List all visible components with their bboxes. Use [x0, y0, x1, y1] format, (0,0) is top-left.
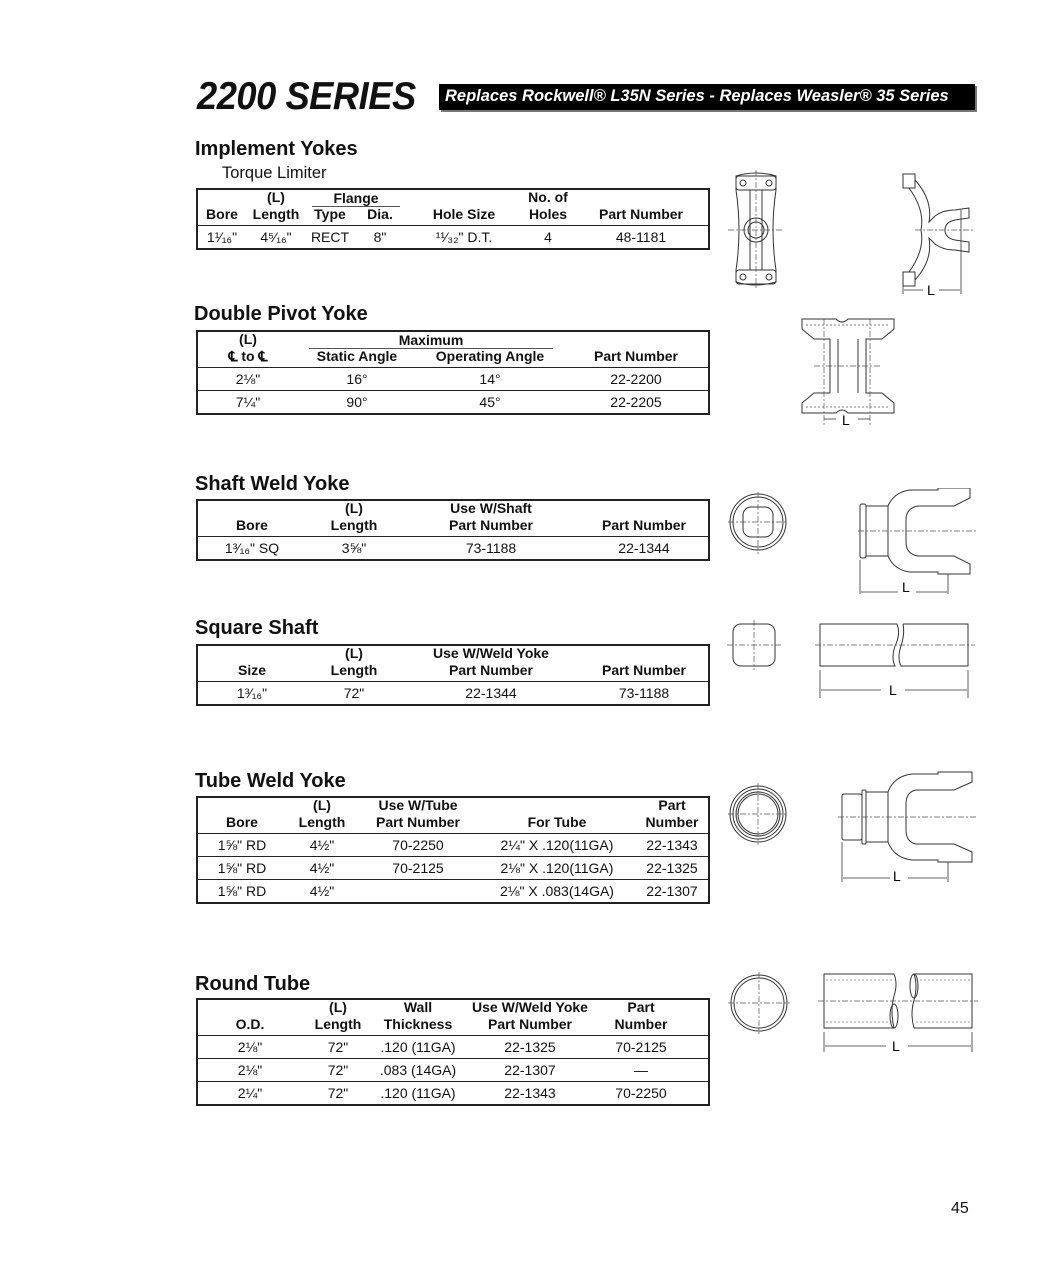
cell-od: 2⅛" [197, 1036, 302, 1059]
header-length: Length [298, 814, 346, 830]
cell-use-with: 22-1325 [462, 1036, 598, 1059]
cell-bore: 1⅝" RD [197, 857, 286, 880]
cell-bore: 1⅝" RD [197, 880, 286, 904]
header-use-w-shaft: Use W/Shaft [450, 500, 532, 516]
header-hole-size: Hole Size [432, 206, 496, 222]
round-tube-side-view-figure [818, 970, 978, 1055]
round-tube-end-view-figure [728, 972, 790, 1034]
cell-use-with: 70-2125 [358, 857, 478, 880]
header-no-of: No. of [528, 189, 568, 205]
cell-for-tube: 2¼" X .120(11GA) [478, 834, 636, 857]
square-shaft-side-view-figure [815, 618, 975, 700]
table-row [197, 857, 709, 880]
cell-length: 3⅝" [306, 537, 402, 561]
table-row [197, 682, 709, 706]
header-number: Number [645, 814, 699, 830]
implement-yoke-end-view-figure [728, 170, 784, 290]
cell-bore: 1³⁄₁₆" SQ [197, 537, 306, 561]
header-thickness: Thickness [383, 1016, 453, 1032]
header-use-w-weld-yoke: Use W/Weld Yoke [433, 645, 549, 661]
table-row [197, 368, 709, 391]
double-pivot-yoke-figure [798, 315, 898, 430]
dimension-label-l: L [889, 682, 897, 698]
cell-part-number: — [598, 1059, 684, 1082]
cell-dia: 8" [354, 226, 406, 250]
tube-weld-yoke-side-view-figure [838, 770, 978, 885]
cell-use-with: 22-1343 [462, 1082, 598, 1106]
header-type: Type [314, 206, 346, 222]
cell-part-number: 22-2205 [564, 391, 709, 415]
cell-part-number: 70-2125 [598, 1036, 684, 1059]
section-title-square-shaft: Square Shaft [195, 617, 319, 639]
cell-part-number: 22-1343 [636, 834, 709, 857]
cell-static-angle: 90° [298, 391, 416, 415]
header-length: Length [330, 662, 378, 678]
header-l: (L) [239, 331, 257, 347]
section-title-tube-weld-yoke: Tube Weld Yoke [195, 770, 346, 792]
table-row [197, 391, 709, 415]
cell-bore: 1⅝" RD [197, 834, 286, 857]
cell-part-number: 48-1181 [574, 226, 709, 250]
header-holes: Holes [528, 206, 568, 222]
header-size: Size [237, 662, 266, 678]
cell-wall-thickness: .120 (11GA) [374, 1036, 462, 1059]
header-use-with-part-number: Part Number [448, 662, 534, 678]
section-title-double-pivot-yoke: Double Pivot Yoke [194, 303, 368, 325]
square-shaft-end-view-figure [727, 620, 782, 670]
implement-yoke-side-view-figure [895, 170, 975, 298]
header-number: Number [614, 1016, 668, 1032]
cell-type: RECT [306, 226, 354, 250]
dimension-label-l: L [927, 282, 935, 298]
cell-wall-thickness: .083 (14GA) [374, 1059, 462, 1082]
header-dia: Dia. [367, 206, 393, 222]
header-operating-angle: Operating Angle [435, 348, 545, 364]
header-length: Length [314, 1016, 362, 1032]
section-title-implement-yokes: Implement Yokes [195, 138, 358, 160]
header-use-w-tube: Use W/Tube [378, 797, 458, 813]
header-part-number: Part Number [593, 348, 679, 364]
header-use-w-weld-yoke: Use W/Weld Yoke [472, 999, 588, 1015]
cell-size: 1³⁄₁₆" [197, 682, 306, 706]
cell-wall-thickness: .120 (11GA) [374, 1082, 462, 1106]
cell-od: 2¼" [197, 1082, 302, 1106]
shaft-weld-yoke-table [196, 499, 710, 561]
series-banner: Replaces Rockwell® L35N Series - Replaces Weasler® 35 Series [439, 84, 975, 110]
cell-operating-angle: 14° [416, 368, 564, 391]
cell-length: 4½" [286, 834, 358, 857]
table-row [197, 1082, 709, 1106]
dimension-label-l: L [902, 579, 910, 595]
header-part-number: Part Number [598, 206, 684, 222]
header-part: Part [658, 797, 686, 813]
cell-length: 4⁵⁄₁₆" [246, 226, 306, 250]
cell-part-number: 22-2200 [564, 368, 709, 391]
dimension-label-l: L [842, 412, 850, 428]
header-part-number: Part Number [601, 662, 687, 678]
section-subtitle-torque-limiter: Torque Limiter [222, 164, 327, 182]
table-row [197, 537, 709, 561]
cell-length: 72" [302, 1059, 374, 1082]
header-wall: Wall [403, 999, 433, 1015]
header-length: Length [330, 517, 378, 533]
section-title-round-tube: Round Tube [195, 973, 311, 995]
series-title: 2200 SERIES [197, 75, 416, 118]
header-bore: Bore [236, 517, 268, 533]
cell-for-tube: 2⅛" X .120(11GA) [478, 857, 636, 880]
table-row [197, 834, 709, 857]
cell-use-with: 22-1307 [462, 1059, 598, 1082]
cell-use-with: 73-1188 [402, 537, 580, 561]
header-bore: Bore [206, 206, 238, 222]
cell-operating-angle: 45° [416, 391, 564, 415]
cell-length: 4½" [286, 880, 358, 904]
cell-for-tube: 2⅛" X .083(14GA) [478, 880, 636, 904]
cell-part-number: 73-1188 [580, 682, 709, 706]
round-tube-table [196, 998, 710, 1106]
header-bore: Bore [226, 814, 258, 830]
cell-use-with [358, 880, 478, 904]
tube-weld-yoke-end-view-figure [728, 783, 788, 845]
dimension-label-l: L [893, 868, 901, 884]
shaft-weld-yoke-side-view-figure [858, 488, 978, 596]
section-title-shaft-weld-yoke: Shaft Weld Yoke [195, 473, 350, 495]
cell-length: 4½" [286, 857, 358, 880]
cell-length: 72" [302, 1082, 374, 1106]
cell-bore: 1¹⁄₁₆" [197, 226, 246, 250]
header-cl-to-cl: ℄ to ℄ [228, 348, 268, 364]
header-flange: Flange [312, 191, 400, 207]
cell-l: 7¼" [197, 391, 298, 415]
cell-part-number: 22-1307 [636, 880, 709, 904]
table-row [197, 1036, 709, 1059]
cell-part-number: 70-2250 [598, 1082, 684, 1106]
shaft-weld-yoke-end-view-figure [728, 490, 788, 560]
header-l: (L) [329, 999, 347, 1015]
cell-length: 72" [302, 1036, 374, 1059]
tube-weld-yoke-table [196, 796, 710, 904]
table-row [197, 880, 709, 904]
cell-hole-size: ¹¹⁄₃₂" D.T. [406, 226, 522, 250]
implement-yokes-table [196, 188, 710, 250]
header-length: Length [252, 206, 300, 222]
table-row [197, 1059, 709, 1082]
double-pivot-yoke-table [196, 330, 710, 415]
cell-holes: 4 [522, 226, 574, 250]
header-l: (L) [345, 645, 363, 661]
header-use-with-part-number: Part Number [375, 814, 461, 830]
header-use-with-part-number: Part Number [448, 517, 534, 533]
cell-part-number: 22-1344 [580, 537, 709, 561]
header-maximum: Maximum [309, 333, 553, 349]
header-part: Part [627, 999, 655, 1015]
cell-use-with: 22-1344 [402, 682, 580, 706]
cell-part-number: 22-1325 [636, 857, 709, 880]
header-l: (L) [267, 189, 285, 205]
page-number: 45 [951, 1200, 969, 1217]
header-od: O.D. [235, 1016, 265, 1032]
header-for-tube: For Tube [527, 814, 587, 830]
header-static-angle: Static Angle [316, 348, 398, 364]
cell-length: 72" [306, 682, 402, 706]
table-row [197, 226, 709, 250]
header-l: (L) [345, 500, 363, 516]
square-shaft-table [196, 644, 710, 706]
cell-l: 2⅛" [197, 368, 298, 391]
header-part-number: Part Number [601, 517, 687, 533]
cell-od: 2⅛" [197, 1059, 302, 1082]
header-use-with-part-number: Part Number [487, 1016, 573, 1032]
header-l: (L) [313, 797, 331, 813]
cell-static-angle: 16° [298, 368, 416, 391]
dimension-label-l: L [892, 1038, 900, 1054]
cell-use-with: 70-2250 [358, 834, 478, 857]
